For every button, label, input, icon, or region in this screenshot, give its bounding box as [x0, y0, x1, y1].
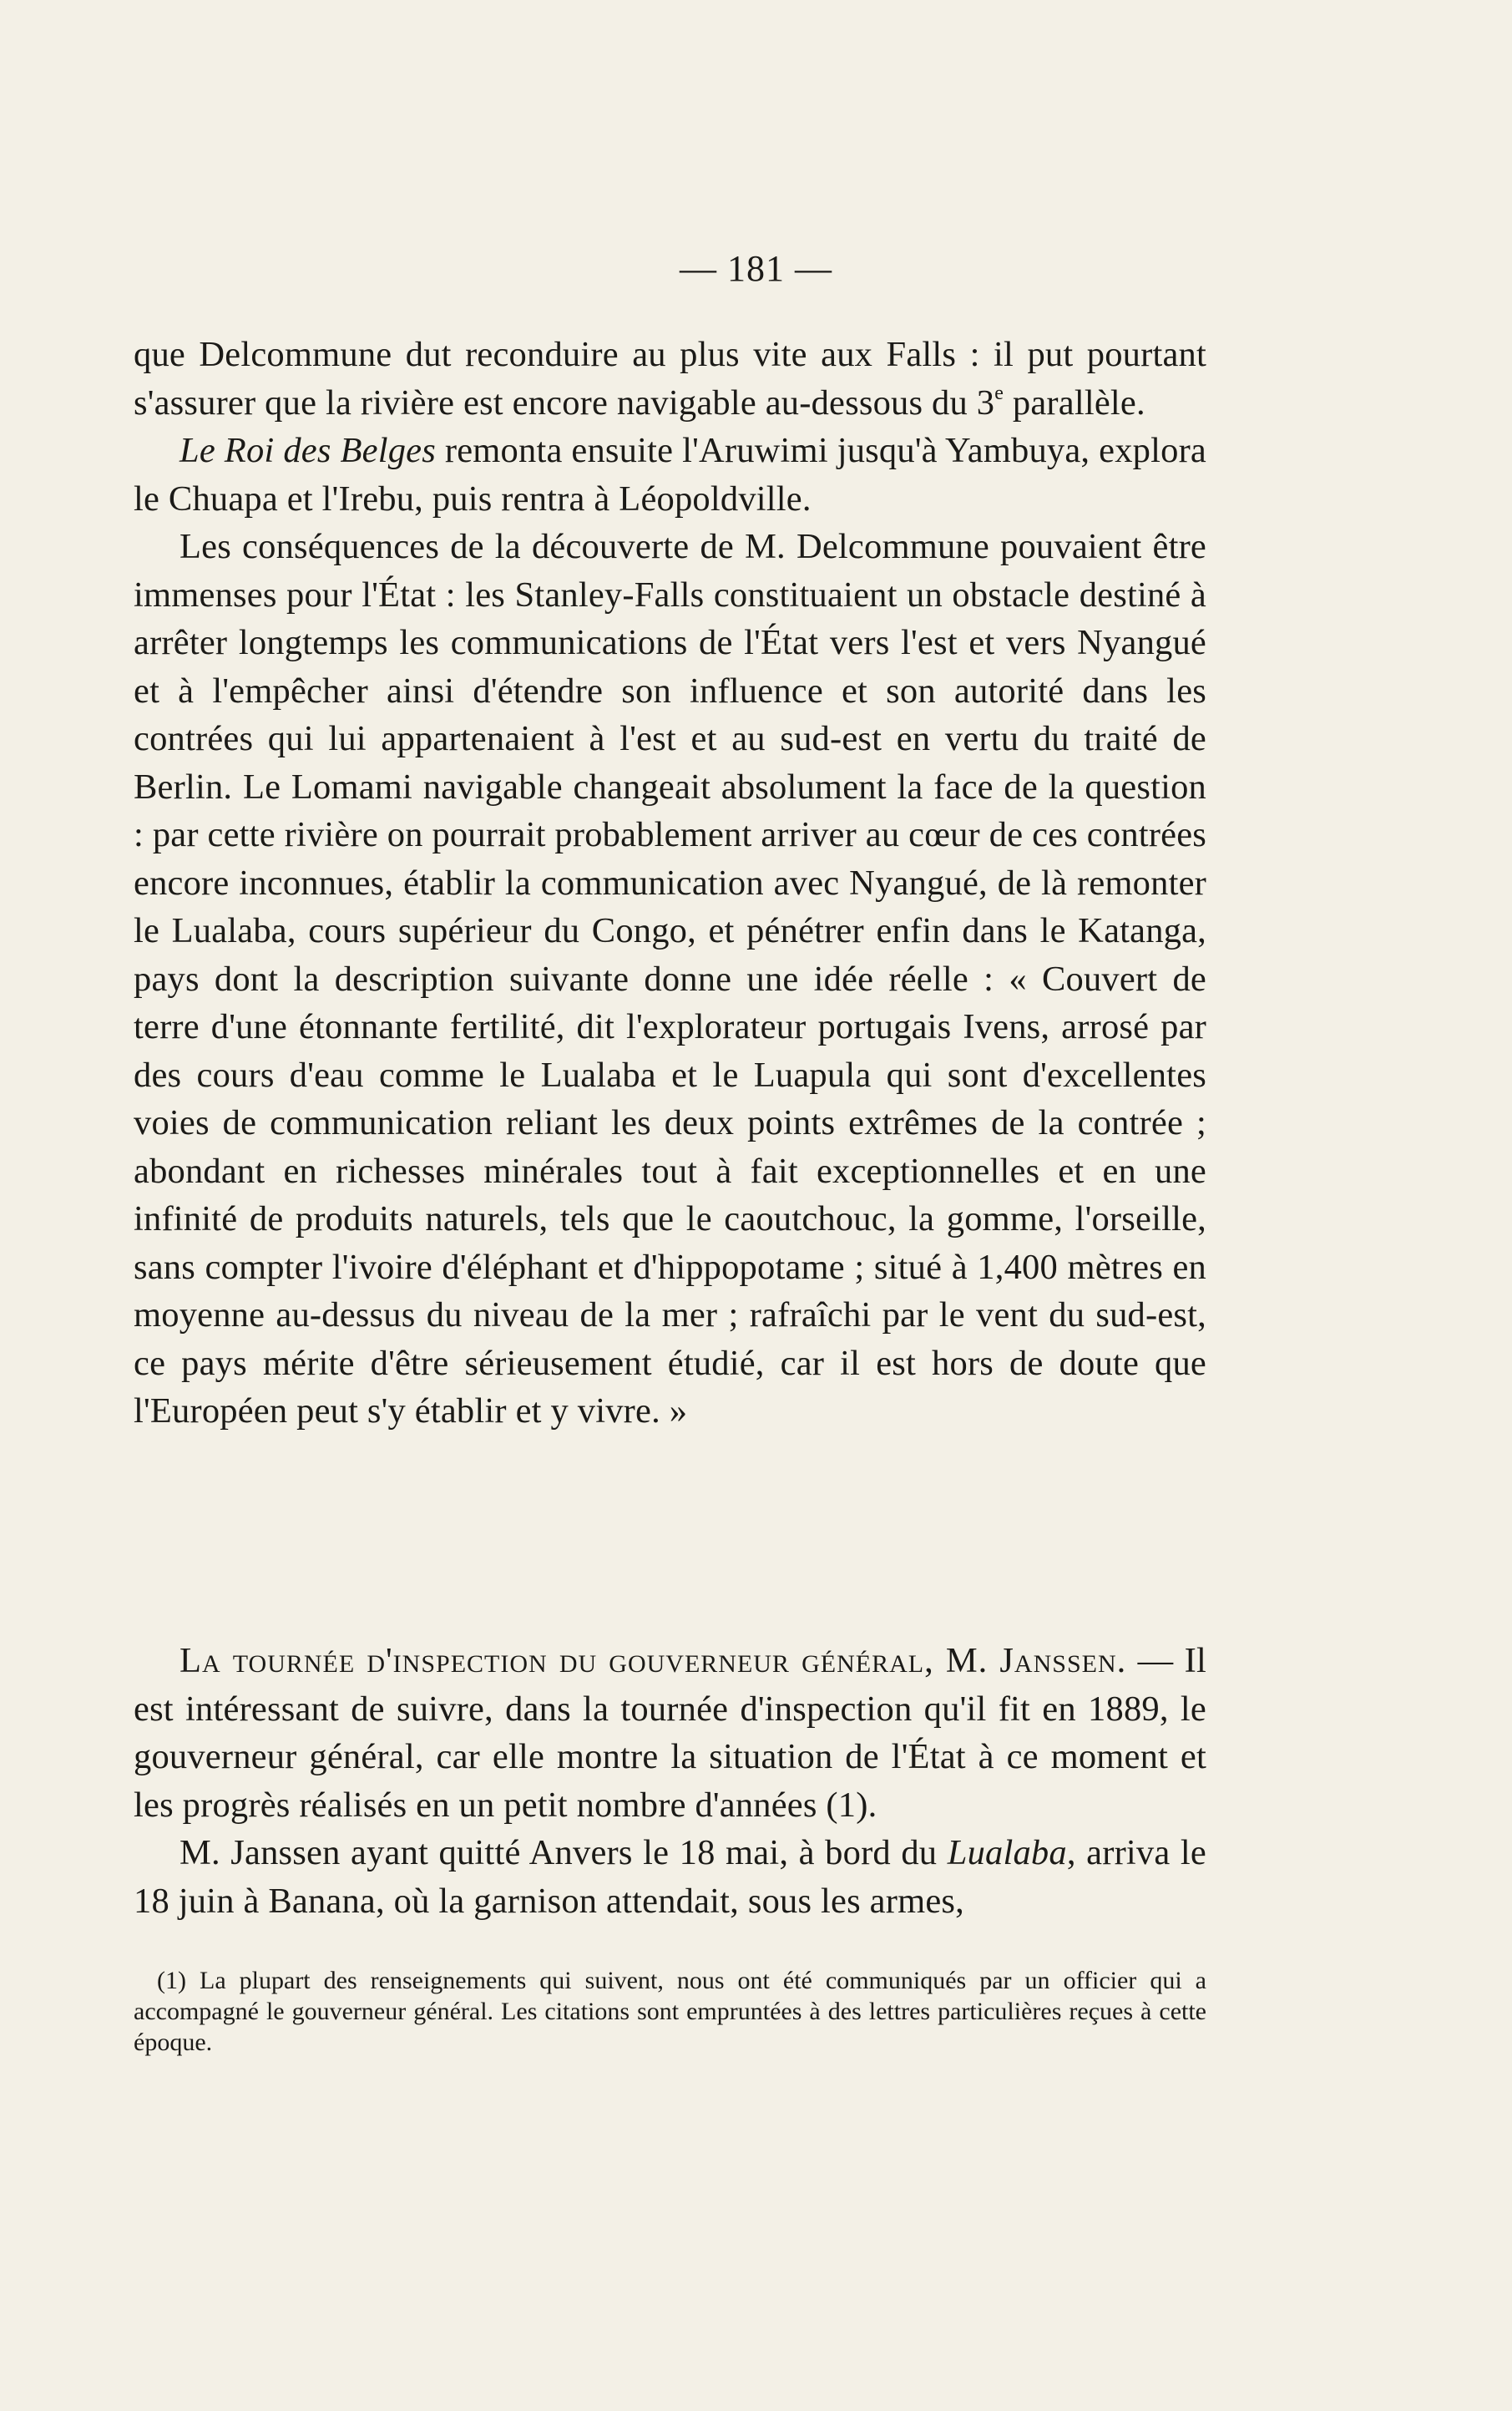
paragraph-continuation: [134, 331, 1206, 427]
paragraph-consequences: Les conséquences de la découverte de M. Delcommune pouvaient être immenses pour l'État : les Stanley-Falls constituaient un obstacle destiné à arrêter longtemps les communications de l'État vers l'est et vers Nyangué et à l'empêcher ainsi d'étendre son influence et son autorité dans les contrées qui lui appartenaient à l'est et au sud-est en vertu du traité de Berlin. Le Lomami navigable changeait absolument la face de la question : par cette rivière on pourrait probablement arriver au cœur de ces contrées encore inconnues, établir la communication avec Nyangué, de là remonter le Lualaba, cours supérieur du Congo, et pénétrer enfin dans le Katanga, pays dont la description suivante donne une idée réelle : « Couvert de terre d'une étonnante fertilité, dit l'explorateur portugais Ivens, arrosé par des cours d'eau comme le Lualaba et le Luapula qui sont d'excellentes voies de communication reliant les deux points extrêmes de la contrée ; abondant en richesses minérales tout à fait exceptionnelles et en une infinité de produits naturels, tels que le caoutchouc, la gomme, l'orseille, sans compter l'ivoire d'éléphant et d'hippopotame ; situé à 1,400 mètres en moyenne au-dessus du niveau de la mer ; rafraîchi par le vent du sud-est, ce pays mérite d'être sérieusement étudié, car il est hors de doute que l'Européen peut s'y établir et y vivre. »: [134, 527, 1206, 1431]
section-heading-paragraph: [134, 1637, 1206, 1829]
paragraph-roi-des-belges: [134, 427, 1206, 523]
paragraph-2-text: remonta ensuite l'Aruwimi jusqu'à Yambuya, explora le Chuapa et l'Irebu, puis rentra à Léopoldville.: [134, 431, 1206, 519]
main-text-block: [134, 331, 1206, 1436]
superscript-ordinal: e: [994, 382, 1004, 404]
paragraph-janssen-arrival: [134, 1829, 1206, 1925]
footnote: [134, 1965, 1206, 2058]
section-heading-text: — Il est intéressant de suivre, dans la tournée d'inspection qu'il fit en 1889, le gouverneur général, car elle montre la situation de l'État à ce moment et les progrès réalisés en un petit nombre d'années (1).: [134, 1641, 1206, 1825]
paragraph-janssen-before: M. Janssen ayant quitté Anvers le 18 mai, à bord du: [180, 1833, 948, 1872]
page-number: — 181 —: [680, 248, 832, 289]
paragraph-1-tail: parallèle.: [1004, 382, 1145, 423]
ship-name-lualaba: Lualaba: [947, 1833, 1067, 1872]
paragraph-1-text: que Delcommune dut reconduire au plus vite aux Falls : il put pourtant s'assurer que la rivière est encore navigable au-dessous du 3: [134, 335, 1206, 423]
ship-name-roi-des-belges: Le Roi des Belges: [180, 431, 436, 470]
section-heading: La tournée d'inspection du gouverneur général, M. Janssen.: [180, 1641, 1127, 1680]
section-inspection-tour: [134, 1637, 1206, 1925]
paragraph-janssen-after: , arriva le 18 juin à Banana, où la garnison attendait, sous les armes,: [134, 1833, 1206, 1921]
footnote-text: (1) La plupart des renseignements qui suivent, nous ont été communiqués par un officier qui a accompagné le gouverneur général. Les citations sont empruntées à des lettres particulières reçues à cette époque.: [134, 1967, 1206, 2056]
